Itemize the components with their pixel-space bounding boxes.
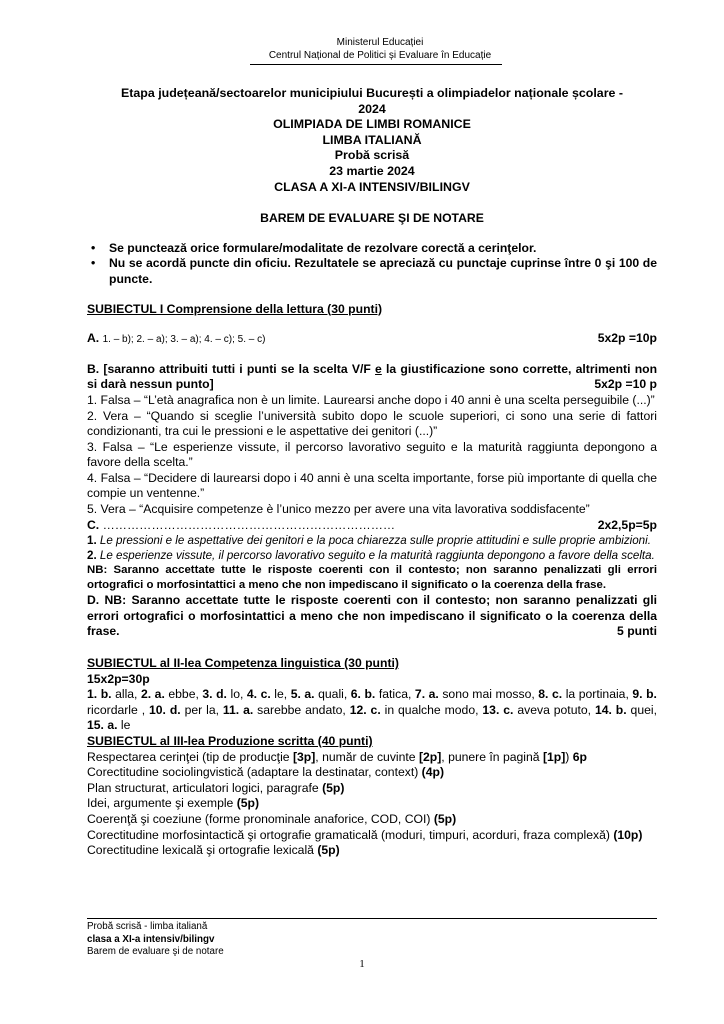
answer-number: 11. (222, 702, 240, 717)
criterion-points: (5p) (317, 843, 340, 858)
section-d-text: D. NB: Saranno accettate tutte le risposte coerenti con il contesto; non saranno penalizzati gli errori ortografici o morfosintattici a meno che non impediscano il significato o la coerenza della frase. (87, 593, 657, 639)
answer-letter: a. (154, 687, 165, 702)
exam-title (87, 86, 657, 195)
general-rules (87, 241, 657, 288)
answer-number: 7. (414, 687, 426, 702)
criterion-points: (5p) (433, 811, 457, 826)
answer-text: per la, (184, 702, 219, 717)
answer-text: fatica, (378, 687, 412, 702)
criterion-text: Corectitudine morfosintactică şi ortografie gramaticală (moduri, timpuri, acorduri, fraza complexă) (87, 827, 610, 842)
section-b-item: 5. Vera – “Acquisire competenze è l’unico mezzo per avere una vita lavorativa soddisfacente” (87, 502, 590, 517)
criterion-morphosyntax (87, 828, 657, 844)
criterion-points: [1p] (542, 749, 566, 764)
answer-number: 3. (202, 687, 213, 702)
rule-item: • Se punctează orice formulare/modalitate de rezolvare corectă a cerinţelor. (87, 241, 657, 257)
title-line-7: CLASA A XI-A INTENSIV/BILINGV (274, 179, 470, 194)
rule-item: • Nu se acordă puncte din oficiu. Rezultatele se apreciază cu punctaje cuprinse între 0 şi 100 de puncte. (87, 256, 657, 287)
criterion-points: [3p] (292, 749, 316, 764)
criterion-text: Plan structurat, articulatori logici, paragrafe (87, 780, 319, 795)
section-b-points: 5x2p =10 p (594, 377, 657, 392)
ministry-name: Ministerul Educației (336, 37, 424, 48)
section-c-item-text: Le esperienze vissute, il percorso lavorativo seguito e la maturità raggiunta depongono a favore della scelta. (99, 549, 655, 563)
section-c-item-num: 2. (87, 549, 97, 563)
answer-letter: d. (169, 702, 181, 717)
answer-letter: c. (551, 687, 563, 702)
answer-letter: a. (304, 687, 315, 702)
answer-number: 10. (149, 702, 166, 717)
section-c-note: NB: Saranno accettate tutte le risposte coerenti con il contesto; non saranno penalizzati gli errori ortografici o morfosintattici a meno che non impediscano il significato o la coerenza della frase. (87, 564, 657, 592)
section-b-instr-e: e (375, 361, 382, 376)
criterion-points: (10p) (613, 827, 643, 842)
answer-text: sono mai mosso, (442, 687, 535, 702)
criterion-points: 6p (572, 749, 587, 764)
criterion-points: (5p) (322, 780, 345, 795)
answer-number: 2. (140, 687, 152, 702)
criterion-text: Respectarea cerinţei (tip de producţie (87, 749, 290, 764)
criterion-points: (5p) (236, 796, 260, 811)
footer-line-2: clasa a XI-a intensiv/bilingv (87, 933, 215, 945)
answer-number: 4. (246, 687, 258, 702)
criterion-lexical (87, 843, 657, 859)
answer-text: quei, (630, 702, 657, 717)
section-c-header (87, 518, 657, 534)
section-c-item-num: 1. (87, 534, 97, 548)
section-c-points: 2x2,5p=5p (597, 517, 657, 532)
section-d (87, 593, 657, 640)
answer-number: 9. (632, 687, 643, 702)
title-line-1: Etapa județeană/sectoarelor municipiului București a olimpiadelor naționale școlare - (121, 86, 623, 100)
section-a (87, 331, 657, 348)
answer-number: 13. (482, 702, 500, 717)
section-b-item: 4. Falsa – “Decidere di laurearsi dopo i 40 anni è una scelta importante, forse più importante di quella che compie un ventenne.” (87, 470, 657, 501)
footer-line-3: Barem de evaluare şi de notare (87, 946, 224, 958)
answer-letter: b. (364, 687, 376, 702)
answer-letter: c. (370, 702, 381, 717)
answer-text: la portinaia, (565, 687, 629, 702)
title-line-4: LIMBA ITALIANĂ (322, 132, 422, 147)
answer-text: in qualche modo, (384, 702, 479, 717)
answer-letter: a. (428, 687, 439, 702)
criterion-text: Idei, argumente şi exemple (87, 796, 234, 811)
answer-text: alla, (115, 687, 138, 702)
section-c-item (87, 533, 657, 548)
answer-number: 5. (290, 687, 301, 702)
criterion-structure (87, 781, 657, 797)
section-b-instr-part2: la giustificazione sono corrette, altrimenti non si darà nessun punto] (87, 361, 658, 392)
section-b-instr-part1: [saranno attribuiti tutti i punti se la scelta V/F (103, 361, 371, 376)
title-line-3: OLIMPIADA DE LIMBI ROMANICE (273, 117, 471, 132)
criterion-ideas (87, 796, 657, 812)
section-b-label: B. (87, 361, 100, 376)
answer-letter: d. (216, 687, 227, 702)
subject-2-title: SUBIECTUL al II-lea Competenza linguistica (30 punti) (87, 656, 399, 671)
answer-number: 14. (594, 702, 612, 717)
center-name: Centrul Național de Politici și Evaluare în Educație (268, 50, 492, 61)
answer-text: le, (274, 687, 288, 702)
answer-text: quali, (318, 687, 348, 702)
subject-2-answers (87, 687, 657, 734)
header-divider (250, 64, 502, 65)
criterion-task (87, 750, 657, 766)
answer-number: 8. (538, 687, 549, 702)
answer-text: ebbe, (168, 687, 199, 702)
page-footer (87, 921, 387, 959)
criterion-points: (4p) (421, 765, 445, 780)
answer-text: lo, (230, 687, 244, 702)
answer-text: le (120, 718, 131, 733)
answer-text: ricordarle , (87, 702, 146, 717)
answer-letter: b. (100, 687, 112, 702)
section-c-dots: ……………………………………………………………… (102, 517, 396, 532)
section-c-item-text: Le pressioni e le aspettative dei genitori e la poca chiarezza sulle proprie attitudini e sulle proprie ambizioni. (99, 534, 651, 548)
criterion-points: [2p] (418, 749, 442, 764)
answer-letter: c. (503, 702, 514, 717)
criterion-text: ) (565, 749, 570, 764)
subject-2-points: 15x2p=30p (87, 671, 150, 686)
answer-number: 12. (349, 702, 367, 717)
answer-text: sarebbe andato, (257, 702, 346, 717)
answer-letter: a. (107, 718, 118, 733)
answer-number: 6. (350, 687, 361, 702)
criterion-text: Coerenţă şi coeziune (forme pronominale anaforice, COD, COI) (87, 811, 431, 826)
section-b-item: 1. Falsa – “L’età anagrafica non è un limite. Laurearsi anche dopo i 40 anni è una scelta perseguibile (...)” (87, 392, 655, 407)
section-a-points: 5x2p =10p (597, 331, 657, 346)
footer-divider (87, 918, 657, 919)
section-b-item: 2. Vera – “Quando si sceglie l’università subito dopo le scuole superiori, ci sono una serie di fattori condizionanti, tra cui le pressioni e le aspettative dei genitori (...)” (87, 408, 657, 439)
subject-1-title: SUBIECTUL I Comprensione della lettura (30 punti) (87, 301, 383, 316)
criterion-text: , punere în pagină (441, 749, 540, 764)
section-c-label: C. (87, 517, 100, 532)
answer-letter: c. (260, 687, 271, 702)
criterion-sociolinguistic (87, 765, 657, 781)
answer-letter: a. (243, 702, 254, 717)
criterion-text: Corectitudine lexicală şi ortografie lexicală (87, 843, 314, 858)
footer-line-1: Probă scrisă - limba italiană (87, 921, 208, 932)
criterion-coherence (87, 812, 657, 828)
answer-number: 15. (87, 718, 104, 733)
answer-number: 1. (87, 687, 98, 702)
section-b-item: 3. Falsa – “Le esperienze vissute, il percorso lavorativo seguito e la maturità raggiunta depongono a favore della scelta.” (87, 439, 657, 470)
page-header (250, 36, 510, 62)
section-d-points: 5 punti (617, 624, 657, 639)
section-b-instructions (87, 362, 657, 393)
answer-letter: b. (615, 702, 627, 717)
section-a-answers: 1. – b); 2. – a); 3. – a); 4. – c); 5. – c) (102, 334, 266, 346)
title-line-6: 23 martie 2024 (329, 163, 415, 178)
answer-text: aveva potuto, (517, 702, 592, 717)
section-c-item (87, 548, 657, 563)
section-a-label: A. (87, 331, 100, 346)
criterion-text: Corectitudine sociolingvistică (adaptare la destinatar, context) (87, 765, 419, 780)
title-line-2: 2024 (358, 101, 386, 116)
criterion-text: , număr de cuvinte (315, 749, 416, 764)
barem-title: BAREM DE EVALUARE ŞI DE NOTARE (260, 211, 484, 226)
answer-letter: b. (646, 687, 657, 702)
subject-3-title: SUBIECTUL al III-lea Produzione scritta (40 punti) (87, 734, 373, 748)
page-number: 1 (359, 958, 365, 970)
title-line-5: Probă scrisă (334, 148, 410, 163)
document-body (87, 86, 657, 859)
